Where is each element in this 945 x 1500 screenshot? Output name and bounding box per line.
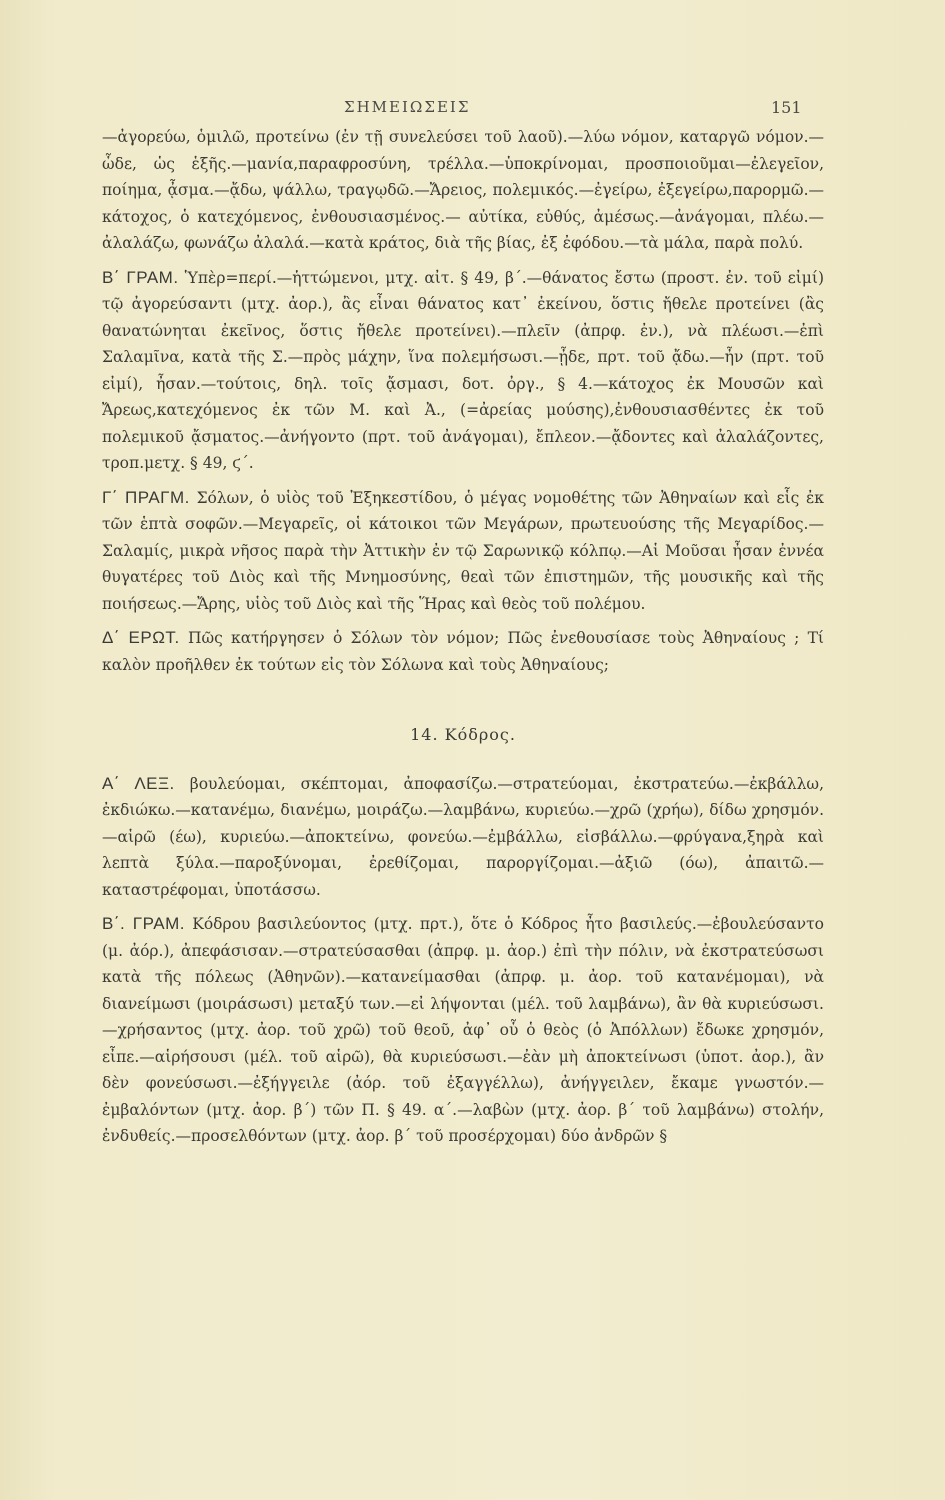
paragraph-heading: Α΄ ΛΕΞ. xyxy=(102,773,175,793)
grammar-paragraph xyxy=(102,265,824,477)
paragraph-text: Ὑπὲρ=περί.—ἡττώμενοι, μτχ. αἰτ. § 49, β΄.—θάνατος ἔστω (προστ. ἐν. τοῦ εἰμί) τῷ ἀγορεύσαντι (μτχ. ἀορ.), ἂς εἶναι θάνατος κατ᾽ ἐκείνου, ὅστις ἤθελε προτείνει (ἂς θανατώνηται ἐκεῖνος, ὅστις ἤθελε προτείνει).—πλεῖν (ἀπρφ. ἐν.), νὰ πλέωσι.—ἐπὶ Σαλαμῖνα, κατὰ τῆς Σ.—πρὸς μάχην, ἵνα πολεμήσωσι.—ᾖδε, πρτ. τοῦ ᾄδω.—ἦν (πρτ. τοῦ εἰμί), ἦσαν.—τούτοις, δηλ. τοῖς ᾄσμασι, δοτ. ὀργ., § 4.—κάτοχος ἐκ Μουσῶν καὶ Ἄρεως,κατεχόμενος ἐκ τῶν Μ. καὶ Ἀ., (=ἀρείας μούσης),ἐνθουσιασθέντες ἐκ τοῦ πολεμικοῦ ᾄσματος.—ἀνήγοντο (πρτ. τοῦ ἀνάγομαι), ἔπλεον.—ᾄδοντες καὶ ἀλαλάζοντες, τροπ.μετχ. § 49, ϛ΄. xyxy=(102,268,824,472)
running-title: ΣΗΜΕΙΩΣΕΙΣ xyxy=(344,98,471,116)
page-number: 151 xyxy=(771,98,802,117)
paragraph-text: —ἀγορεύω, ὁμιλῶ, προτείνω (ἐν τῇ συνελεύσει τοῦ λαοῦ).—λύω νόμον, καταργῶ νόμον.—ὧδε, ὡς ἑξῆς.—μανία,παραφροσύνη, τρέλλα.—ὑποκρίνομαι, προσποιοῦμαι—ἐλεγεῖον, ποίημα, ᾆσμα.—ᾄδω, ψάλλω, τραγῳδῶ.—Ἄρειος, πολεμικός.—ἐγείρω, ἐξεγείρω,παρορμῶ.—κάτοχος, ὁ κατεχόμενος, ἐνθουσιασμένος.— αὐτίκα, εὐθύς, ἀμέσως.—ἀνάγομαι, πλέω.—ἀλαλάζω, φωνάζω ἀλαλά.—κατὰ κράτος, διὰ τῆς βίας, ἐξ ἐφόδου.—τὰ μάλα, παρὰ πολύ. xyxy=(102,128,824,252)
section-title: 14. Κόδρος. xyxy=(410,725,516,744)
paragraph-text: Σόλων, ὁ υἱὸς τοῦ Ἐξηκεστίδου, ὁ μέγας νομοθέτης τῶν Ἀθηναίων καὶ εἷς ἐκ τῶν ἑπτὰ σοφῶν.—Μεγαρεῖς, οἱ κάτοικοι τῶν Μεγάρων, πρωτευούσης τῆς Μεγαρίδος.—Σαλαμίς, μικρὰ νῆσος παρὰ τὴν Ἀττικὴν ἐν τῷ Σαρωνικῷ κόλπῳ.—Αἱ Μοῦσαι ἦσαν ἐννέα θυγατέρες τοῦ Διὸς καὶ τῆς Μνημοσύνης, θεαὶ τῶν ἐπιστημῶν, τῆς μουσικῆς καὶ τῆς ποιήσεως.—Ἄρης, υἱὸς τοῦ Διὸς καὶ τῆς Ἥρας καὶ θεὸς τοῦ πολέμου. xyxy=(102,488,824,613)
page-header xyxy=(0,98,945,122)
page-body xyxy=(102,124,824,1150)
facts-paragraph xyxy=(102,485,824,618)
questions-paragraph xyxy=(102,625,824,678)
paragraph-heading: Δ΄ ΕΡΩΤ. xyxy=(102,628,180,647)
vocabulary-paragraph xyxy=(102,124,824,257)
paragraph-heading: Γ΄ ΠΡΑΓΜ. xyxy=(102,487,190,507)
paragraph-heading: Β΄. ΓΡΑΜ. xyxy=(102,914,185,933)
grammar-paragraph xyxy=(102,911,824,1150)
paragraph-text: βουλεύομαι, σκέπτομαι, ἀποφασίζω.—στρατεύομαι, ἐκστρατεύω.—ἐκβάλλω, ἐκδιώκω.—κατανέμω, διανέμω, μοιράζω.—λαμβάνω, κυριεύω.—χρῶ (χρήω), δίδω χρησμόν.—αἱρῶ (έω), κυριεύω.—ἀποκτείνω, φονεύω.—ἐμβάλλω, εἰσβάλλω.—φρύγανα,ξηρὰ καὶ λεπτὰ ξύλα.—παροξύνομαι, ἐρεθίζομαι, παροργίζομαι.—ἀξιῶ (όω), ἀπαιτῶ.—καταστρέφομαι, ὑποτάσσω. xyxy=(102,774,824,899)
paragraph-text: Κόδρου βασιλεύοντος (μτχ. πρτ.), ὅτε ὁ Κόδρος ἦτο βασιλεύς.—ἐβουλεύσαντο (μ. ἀόρ.), ἀπεφάσισαν.—στρατεύσασθαι (ἀπρφ. μ. ἀορ.) ἐπὶ τὴν πόλιν, νὰ ἐκστρατεύσωσι κατὰ τῆς πόλεως (Ἀθηνῶν).—κατανείμασθαι (ἀπρφ. μ. ἀορ. τοῦ κατανέμομαι), νὰ διανείμωσι (μοιράσωσι) μεταξύ των.—εἰ λήψονται (μέλ. τοῦ λαμβάνω), ἂν θὰ κυριεύσωσι.—χρήσαντος (μτχ. ἀορ. τοῦ χρῶ) τοῦ θεοῦ, ἀφ᾽ οὗ ὁ θεὸς (ὁ Ἀπόλλων) ἔδωκε χρησμόν, εἶπε.—αἱρήσουσι (μέλ. τοῦ αἱρῶ), θὰ κυριεύσωσι.—ἐὰν μὴ ἀποκτείνωσι (ὑποτ. ἀορ.), ἂν δὲν φονεύσωσι.—ἐξήγγειλε (ἀόρ. τοῦ ἐξαγγέλλω), ἀνήγγειλεν, ἔκαμε γνωστόν.—ἐμβαλόντων (μτχ. ἀορ. β΄) τῶν Π. § 49. α΄.—λαβὼν (μτχ. ἀορ. β΄ τοῦ λαμβάνω) στολήν, ἐνδυθείς.—προσελθόντων (μτχ. ἀορ. β΄ τοῦ προσέρχομαι) δύο ἀνδρῶν § xyxy=(102,915,824,1145)
paragraph-text: Πῶς κατήργησεν ὁ Σόλων τὸν νόμον; Πῶς ἐνεθουσίασε τοὺς Ἀθηναίους ; Τί καλὸν προῆλθεν ἐκ τούτων εἰς τὸν Σόλωνα καὶ τοὺς Ἀθηναίους; xyxy=(102,629,825,674)
paragraph-heading: Β΄ ΓΡΑΜ. xyxy=(102,267,179,287)
vocabulary-paragraph xyxy=(102,771,824,904)
